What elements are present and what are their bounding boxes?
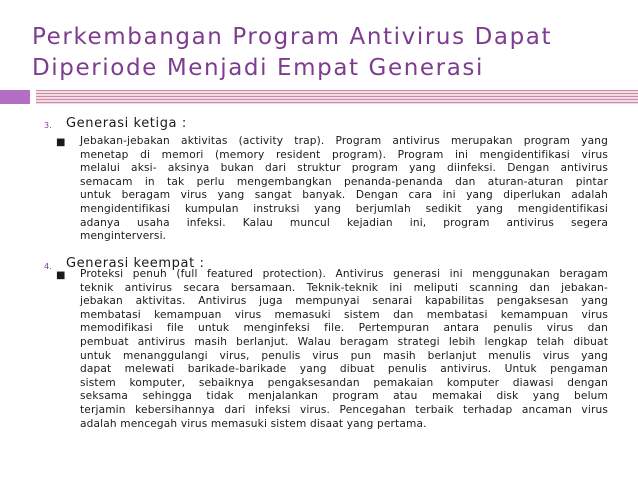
paragraph-line: pembuat antivirus masih berlanjut. Walau beragam strategi lebih lengkap telah dibuat xyxy=(80,335,608,348)
paragraph-line: melalui aksi- aksinya bukan dari struktur program yang diinfeksi. Dengan antivirus xyxy=(80,162,608,175)
section-paragraph-generasi-keempat xyxy=(80,268,608,431)
paragraph-line: teknik antivirus secara bersamaan. Teknik-teknik ini meliputi scanning dan jebakan- xyxy=(80,281,608,294)
square-bullet-icon: ■ xyxy=(56,137,66,148)
paragraph-line: untuk beragam virus yang sangat banyak. Dengan cara ini yang diperlukan adalah xyxy=(80,189,608,202)
paragraph-line: Jebakan-jebakan aktivitas (activity trap). Program antivirus merupakan program yang xyxy=(80,135,608,147)
paragraph-line: membatasi kemampuan virus memasuki sistem dan membatasi kemampuan virus xyxy=(80,308,608,321)
paragraph-line: seksama sehingga tidak menjalankan program atau memakai disk yang belum xyxy=(80,390,608,403)
section-heading-generasi-ketiga: Generasi ketiga : xyxy=(66,116,187,131)
paragraph-line: adanya usaha infeksi. Kalau muncul kejadian ini, program antivirus segera xyxy=(80,216,608,229)
paragraph-line: mengidentifikasi kumpulan instruksi yang berjumlah sedikit yang mengidentifikasi xyxy=(80,202,608,215)
slide-title-line-1: Perkembangan Program Antivirus Dapat xyxy=(32,24,553,50)
paragraph-line: jebakan aktivitas. Antivirus juga mempunyai senarai kapabilitas pengaksesan yang xyxy=(80,295,608,308)
slide-title-line-2: Diperiode Menjadi Empat Generasi xyxy=(32,55,484,81)
paragraph-line: semacam in tak perlu mengembangkan penanda-penanda dan aturan-aturan pintar xyxy=(80,175,608,188)
list-number-3: 3. xyxy=(44,121,52,130)
paragraph-line: untuk menanggulangi virus, penulis virus pun masih berlanjut menulis virus yang xyxy=(80,349,608,362)
paragraph-line: memodifikasi file untuk menginfeksi file. Pertempuran antara penulis virus dan xyxy=(80,322,608,335)
paragraph-line: menginterversi. xyxy=(80,230,167,243)
paragraph-line: sistem komputer, sebaiknya pengaksesandan pemakaian komputer diawasi dengan xyxy=(80,376,608,389)
paragraph-line: adalah mencegah virus memasuki sistem disaat yang pertama. xyxy=(80,417,427,430)
square-bullet-icon: ■ xyxy=(56,270,66,281)
paragraph-line: terjamin kebersihannya dari infeksi virus. Pencegahan terbaik terhadap ancaman virus xyxy=(80,403,608,416)
paragraph-line: Proteksi penuh (full featured protection). Antivirus generasi ini menggunakan beragam xyxy=(80,268,608,280)
paragraph-line: dapat melewati barikade-barikade yang dibuat penulis antivirus. Untuk pengaman xyxy=(80,363,608,376)
section-paragraph-generasi-ketiga xyxy=(80,135,608,244)
paragraph-line: menetap di memori (memory resident program). Program ini mengidentifikasi virus xyxy=(80,148,608,161)
section-heading-generasi-keempat: Generasi keempat : xyxy=(66,256,205,271)
list-number-4: 4. xyxy=(44,262,52,271)
